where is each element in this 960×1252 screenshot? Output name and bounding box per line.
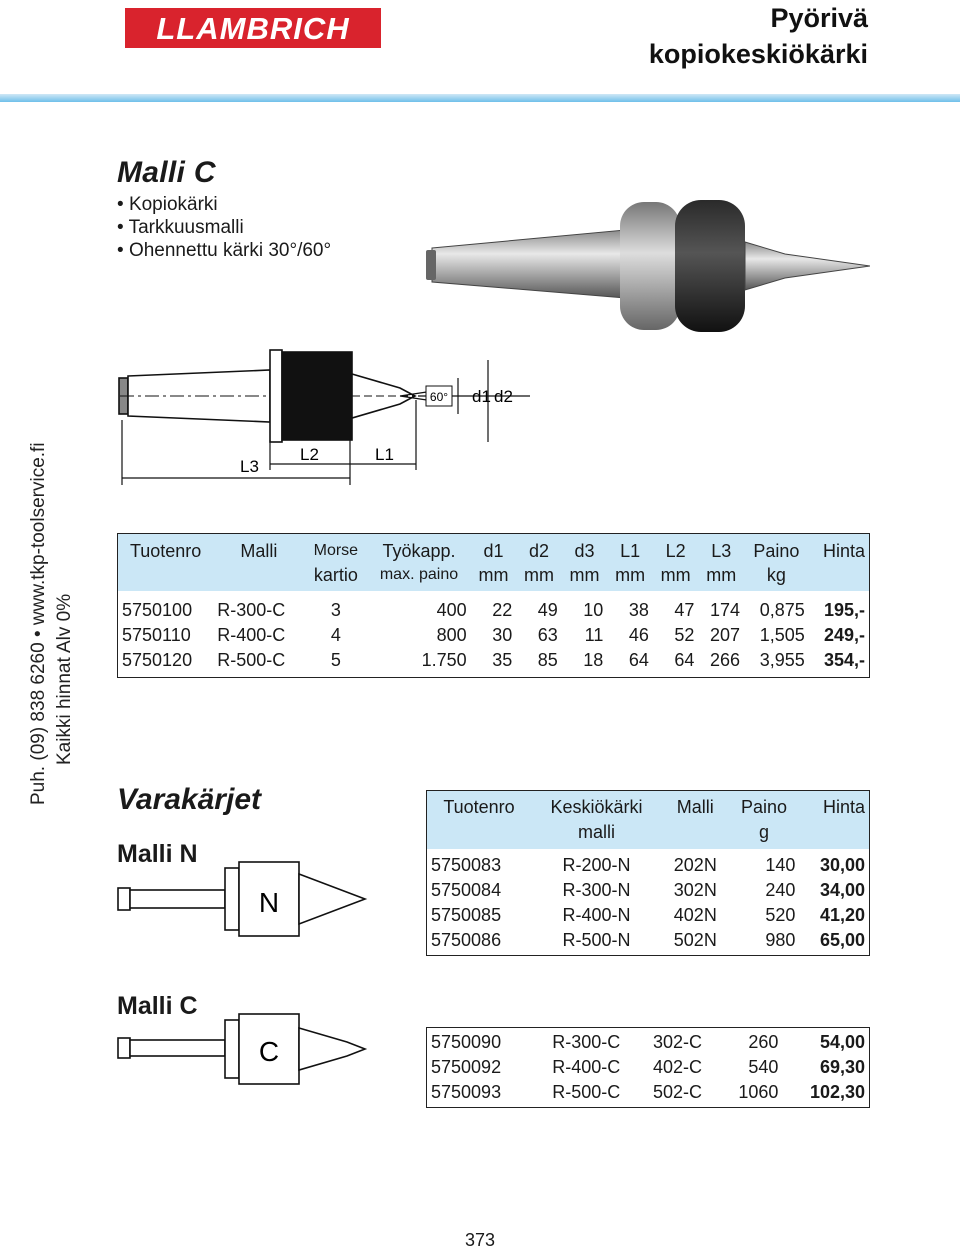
table-cell: 402N: [673, 905, 717, 925]
col-subheader: [118, 563, 214, 591]
col-subheader: malli: [531, 820, 662, 849]
label-d2: d2: [494, 387, 513, 406]
col-subheader: [799, 820, 869, 849]
table-cell: 800: [436, 625, 467, 645]
main-spec-table: [117, 533, 870, 678]
table-cell: 140: [765, 855, 796, 875]
table-cell: 302N: [673, 880, 717, 900]
feature-item: • Tarkkuusmalli: [117, 216, 331, 239]
col-header: d2: [516, 534, 562, 564]
col-header: Keskiökärki: [531, 791, 662, 821]
tip-n-drawing: [115, 860, 375, 940]
col-header: L1: [607, 534, 653, 564]
table-cell: 34,00: [819, 880, 865, 900]
col-header: L3: [698, 534, 744, 564]
title-line-1: Pyörivä: [770, 3, 868, 33]
contact-text: Puh. (09) 838 6260 • www.tkp-toolservice.fi: [28, 442, 49, 805]
header-row: [427, 791, 870, 821]
feature-item: • Kopiokärki: [117, 193, 331, 216]
model-heading: Malli C: [117, 156, 216, 189]
table-cell: 5: [330, 650, 341, 670]
col-header: Hinta: [809, 534, 870, 564]
spares-c-table: [426, 1027, 870, 1108]
label-l2: L2: [300, 445, 319, 464]
col-subheader: kartio: [304, 563, 367, 591]
table-cell: 30: [492, 625, 513, 645]
table-cell: 4: [330, 625, 341, 645]
model-c-heading: Malli C: [117, 992, 198, 1020]
header-row: [118, 563, 870, 591]
table-cell: 47: [674, 600, 695, 620]
table-cell: 174: [709, 600, 741, 620]
page-number: 373: [464, 1230, 496, 1250]
label-l3: L3: [240, 457, 259, 476]
table-cell: 5750090: [431, 1032, 502, 1052]
table-row: [427, 849, 870, 878]
table-cell: 5750092: [431, 1057, 502, 1077]
col-header: Hinta: [799, 791, 869, 821]
table-cell: 502N: [673, 930, 717, 950]
feature-list: [117, 193, 331, 262]
table-cell: 5750084: [431, 880, 502, 900]
vat-text: Kaikki hinnat Alv 0%: [54, 593, 75, 765]
table-cell: 35: [492, 650, 513, 670]
col-subheader: kg: [744, 563, 809, 591]
table-cell: 240: [765, 880, 796, 900]
col-subheader: [809, 563, 870, 591]
table-cell: 63: [537, 625, 558, 645]
table-cell: 354,-: [823, 650, 865, 670]
table-cell: 22: [492, 600, 513, 620]
table-cell: 302-C: [652, 1032, 702, 1052]
col-subheader: mm: [653, 563, 699, 591]
table-cell: 46: [628, 625, 649, 645]
table-row: [118, 591, 870, 623]
table-cell: R-300-N: [562, 880, 631, 900]
col-subheader: [427, 820, 532, 849]
table-cell: 102,30: [809, 1082, 865, 1102]
table-cell: 980: [765, 930, 796, 950]
table-cell: 52: [674, 625, 695, 645]
col-header: Malli: [662, 791, 729, 821]
table-row: [427, 1028, 870, 1056]
spares-n-table: [426, 790, 870, 956]
table-cell: 260: [748, 1032, 779, 1052]
table-row: [427, 1055, 870, 1080]
table-cell: 11: [584, 625, 604, 645]
col-subheader: mm: [698, 563, 744, 591]
llambrich-logo: [125, 8, 381, 48]
tip-c-drawing: [115, 1012, 375, 1092]
col-header: Paino: [744, 534, 809, 564]
table-cell: 85: [537, 650, 558, 670]
col-subheader: mm: [516, 563, 562, 591]
table-cell: 64: [674, 650, 695, 670]
table-cell: R-500-N: [562, 930, 631, 950]
col-header: d3: [562, 534, 608, 564]
table-cell: 5750100: [122, 600, 193, 620]
table-row: [427, 878, 870, 903]
table-cell: 5750110: [122, 625, 191, 645]
table-cell: 10: [583, 600, 604, 620]
table-row: [118, 648, 870, 678]
feature-item: • Ohennettu kärki 30°/60°: [117, 239, 331, 262]
header-row: [427, 820, 870, 849]
table-cell: 195,-: [823, 600, 865, 620]
table-cell: 1.750: [421, 650, 467, 670]
table-cell: 202N: [673, 855, 717, 875]
col-subheader: [213, 563, 304, 591]
table-cell: 3: [330, 600, 341, 620]
col-subheader: [662, 820, 729, 849]
table-cell: 502-C: [652, 1082, 702, 1102]
table-cell: 5750083: [431, 855, 502, 875]
table-cell: R-400-C: [217, 625, 286, 645]
svg-text:LLAMBRICH: LLAMBRICH: [156, 11, 350, 46]
model-n-heading: Malli N: [117, 840, 198, 868]
table-cell: 38: [628, 600, 649, 620]
spares-heading: Varakärjet: [117, 783, 261, 816]
product-photo: [420, 190, 870, 340]
table-cell: 3,955: [759, 650, 805, 670]
col-header: Paino: [729, 791, 800, 821]
table-cell: 207: [709, 625, 741, 645]
technical-drawing: [110, 340, 530, 490]
label-angle: 60°: [429, 390, 449, 404]
table-row: [427, 928, 870, 956]
col-subheader: mm: [471, 563, 517, 591]
table-cell: 5750086: [431, 930, 502, 950]
table-cell: 402-C: [652, 1057, 702, 1077]
table-row: [427, 1080, 870, 1108]
table-cell: 30,00: [819, 855, 865, 875]
col-header: d1: [471, 534, 517, 564]
table-cell: 41,20: [819, 905, 865, 925]
table-cell: 540: [748, 1057, 779, 1077]
table-cell: 18: [583, 650, 604, 670]
col-header: Tuotenro: [118, 534, 214, 564]
col-header: Tuotenro: [427, 791, 532, 821]
col-header: Työkapp.: [367, 534, 470, 564]
table-cell: 49: [537, 600, 558, 620]
label-d1: d1: [472, 387, 491, 406]
col-header: Morse: [304, 534, 367, 564]
table-cell: 65,00: [819, 930, 865, 950]
table-cell: R-200-N: [562, 855, 631, 875]
table-cell: R-300-C: [552, 1032, 621, 1052]
title-line-2: kopiokeskiökärki: [648, 39, 868, 69]
table-cell: 249,-: [823, 625, 865, 645]
col-header: L2: [653, 534, 699, 564]
table-cell: R-400-N: [562, 905, 631, 925]
side-contact: [26, 442, 78, 805]
table-cell: R-500-C: [217, 650, 286, 670]
table-cell: 400: [436, 600, 467, 620]
col-header: Malli: [213, 534, 304, 564]
table-cell: 64: [628, 650, 649, 670]
table-cell: 5750120: [122, 650, 193, 670]
table-cell: 1060: [738, 1082, 779, 1102]
col-subheader: g: [729, 820, 800, 849]
col-subheader: mm: [562, 563, 608, 591]
tip-n-letter: N: [258, 887, 280, 918]
table-row: [118, 623, 870, 648]
table-cell: 0,875: [759, 600, 805, 620]
table-cell: R-500-C: [552, 1082, 621, 1102]
table-cell: 266: [709, 650, 741, 670]
header-row: [118, 534, 870, 564]
table-row: [427, 903, 870, 928]
table-cell: R-400-C: [552, 1057, 621, 1077]
col-subheader: max. paino: [367, 563, 470, 591]
label-l1: L1: [375, 445, 394, 464]
table-cell: 69,30: [819, 1057, 865, 1077]
page-title: [649, 0, 868, 72]
table-cell: R-300-C: [217, 600, 286, 620]
table-cell: 5750093: [431, 1082, 502, 1102]
table-cell: 54,00: [819, 1032, 865, 1052]
col-subheader: mm: [607, 563, 653, 591]
table-cell: 520: [765, 905, 796, 925]
table-cell: 1,505: [759, 625, 805, 645]
table-cell: 5750085: [431, 905, 502, 925]
tip-c-letter: C: [258, 1036, 280, 1067]
header-rule: [0, 94, 960, 102]
